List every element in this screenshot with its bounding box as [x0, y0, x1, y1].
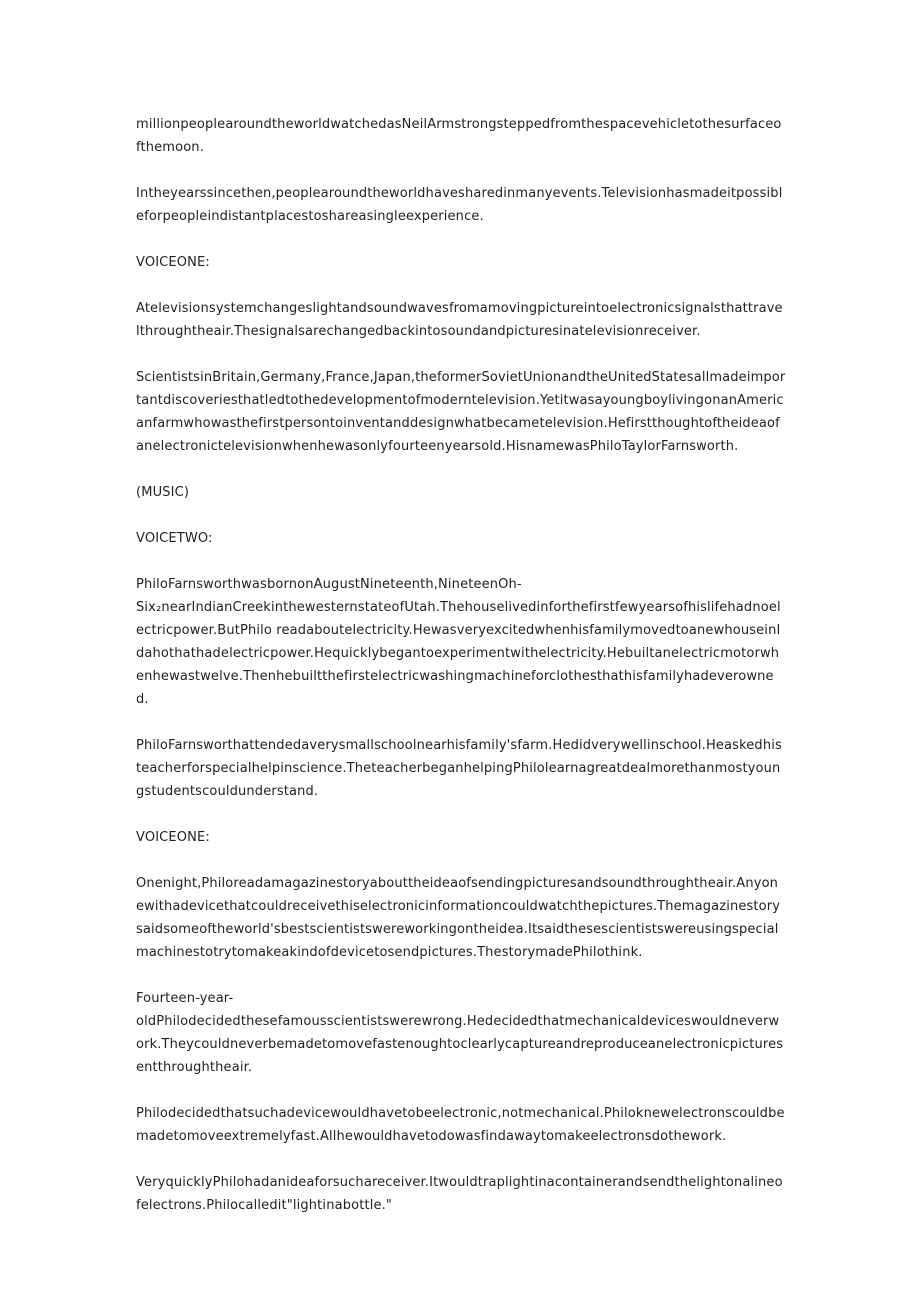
- music-cue: (MUSIC): [136, 485, 190, 500]
- speaker-label: VOICEONE:: [136, 255, 210, 270]
- paragraph: Atelevisionsystemchangeslightandsoundwavesfromamovingpictureintoelectronicsignalsthattravelthroughtheair.Thesignalsarechangedbackintosoundandpicturesinatelevisionreceiver.: [136, 301, 783, 339]
- paragraph: millionpeoplearoundtheworldwatchedasNeilArmstrongsteppedfromthespacevehicletothesurfaceofthemoon.: [136, 117, 782, 155]
- paragraph: Fourteen-year- oldPhilodecidedthesefamousscientistswerewrong.Hedecidedthatmechanicaldeviceswouldneverwork.Theycouldneverbemadetomovefastenoughtoclearlycaptureandreproduceanelectronicpicturesentthroughtheair.: [136, 991, 784, 1075]
- paragraph: Onenight,Philoreadamagazinestoryabouttheideaofsendingpicturesandsoundthroughtheair.Anyonewithadevicethatcouldreceivethiselectronicinformationcouldwatchthepictures.Themagazinestorysaidsomeoftheworld'sbestscientistswereworkingontheidea.Itsaidthesescientistswereusingspecialmachinestotrytomakeakindofdevicetosendpictures.ThestorymadePhilothink.: [136, 876, 781, 960]
- paragraph: Intheyearssincethen,peoplearoundtheworldhavesharedinmanyevents.Televisionhasmadeitpossibleforpeopleindistantplacestoshareasingleexperience.: [136, 186, 783, 224]
- paragraph: PhiloFarnsworthwasbornonAugustNineteenth,NineteenOh- Six₂nearIndianCreekinthewesternstateofUtah.Thehouselivedinforthefirstfewyearsofhislifehadnoelectricpower.ButPhilo readaboutelectricity.HewasveryexcitedwhenhisfamilymovedtoanewhouseinIdahothathadelectricpower.Hequicklybegantoexperimentwithelectricity.Hebuiltanelectricmotorwhenhewastwelve.Thenhebuiltthefirstelectricwashingmachineforclothesthathisfamilyhadeverowned.: [136, 577, 781, 707]
- speaker-label: VOICEONE:: [136, 830, 210, 845]
- paragraph: Philodecidedthatsuchadevicewouldhavetobeelectronic,notmechanical.Philoknewelectronscouldbemadetomoveextremelyfast.Allhewouldhavetodowasfindawaytomakeelectronsdothework.: [136, 1106, 785, 1144]
- paragraph: ScientistsinBritain,Germany,France,Japan,theformerSovietUnionandtheUnitedStatesallmadeimportantdiscoveriesthatledtothedevelopmentofmoderntelevision.YetitwasayoungboylivingonanAmericanfarmwhowasthefirstpersontoinventanddesignwhatbecametelevision.Hefirstthoughtoftheideaofanelectronictelevisionwhenhewasonlyfourteenyearsold.HisnamewasPhiloTaylorFarnsworth.: [136, 370, 786, 454]
- speaker-label: VOICETWO:: [136, 531, 213, 546]
- document-body: [136, 113, 786, 1240]
- paragraph: PhiloFarnsworthattendedaverysmallschoolnearhisfamily'sfarm.Hedidverywellinschool.Heaskedhisteacherforspecialhelpinscience.TheteacherbeganhelpingPhilolearnagreatdealmorethanmostyoungstudentscouldunderstand.: [136, 738, 782, 799]
- paragraph: VeryquicklyPhilohadanideaforsuchareceiver.Itwouldtraplightinacontainerandsendthelightonalineofelectrons.Philocalledit"lightinabottle.": [136, 1175, 783, 1213]
